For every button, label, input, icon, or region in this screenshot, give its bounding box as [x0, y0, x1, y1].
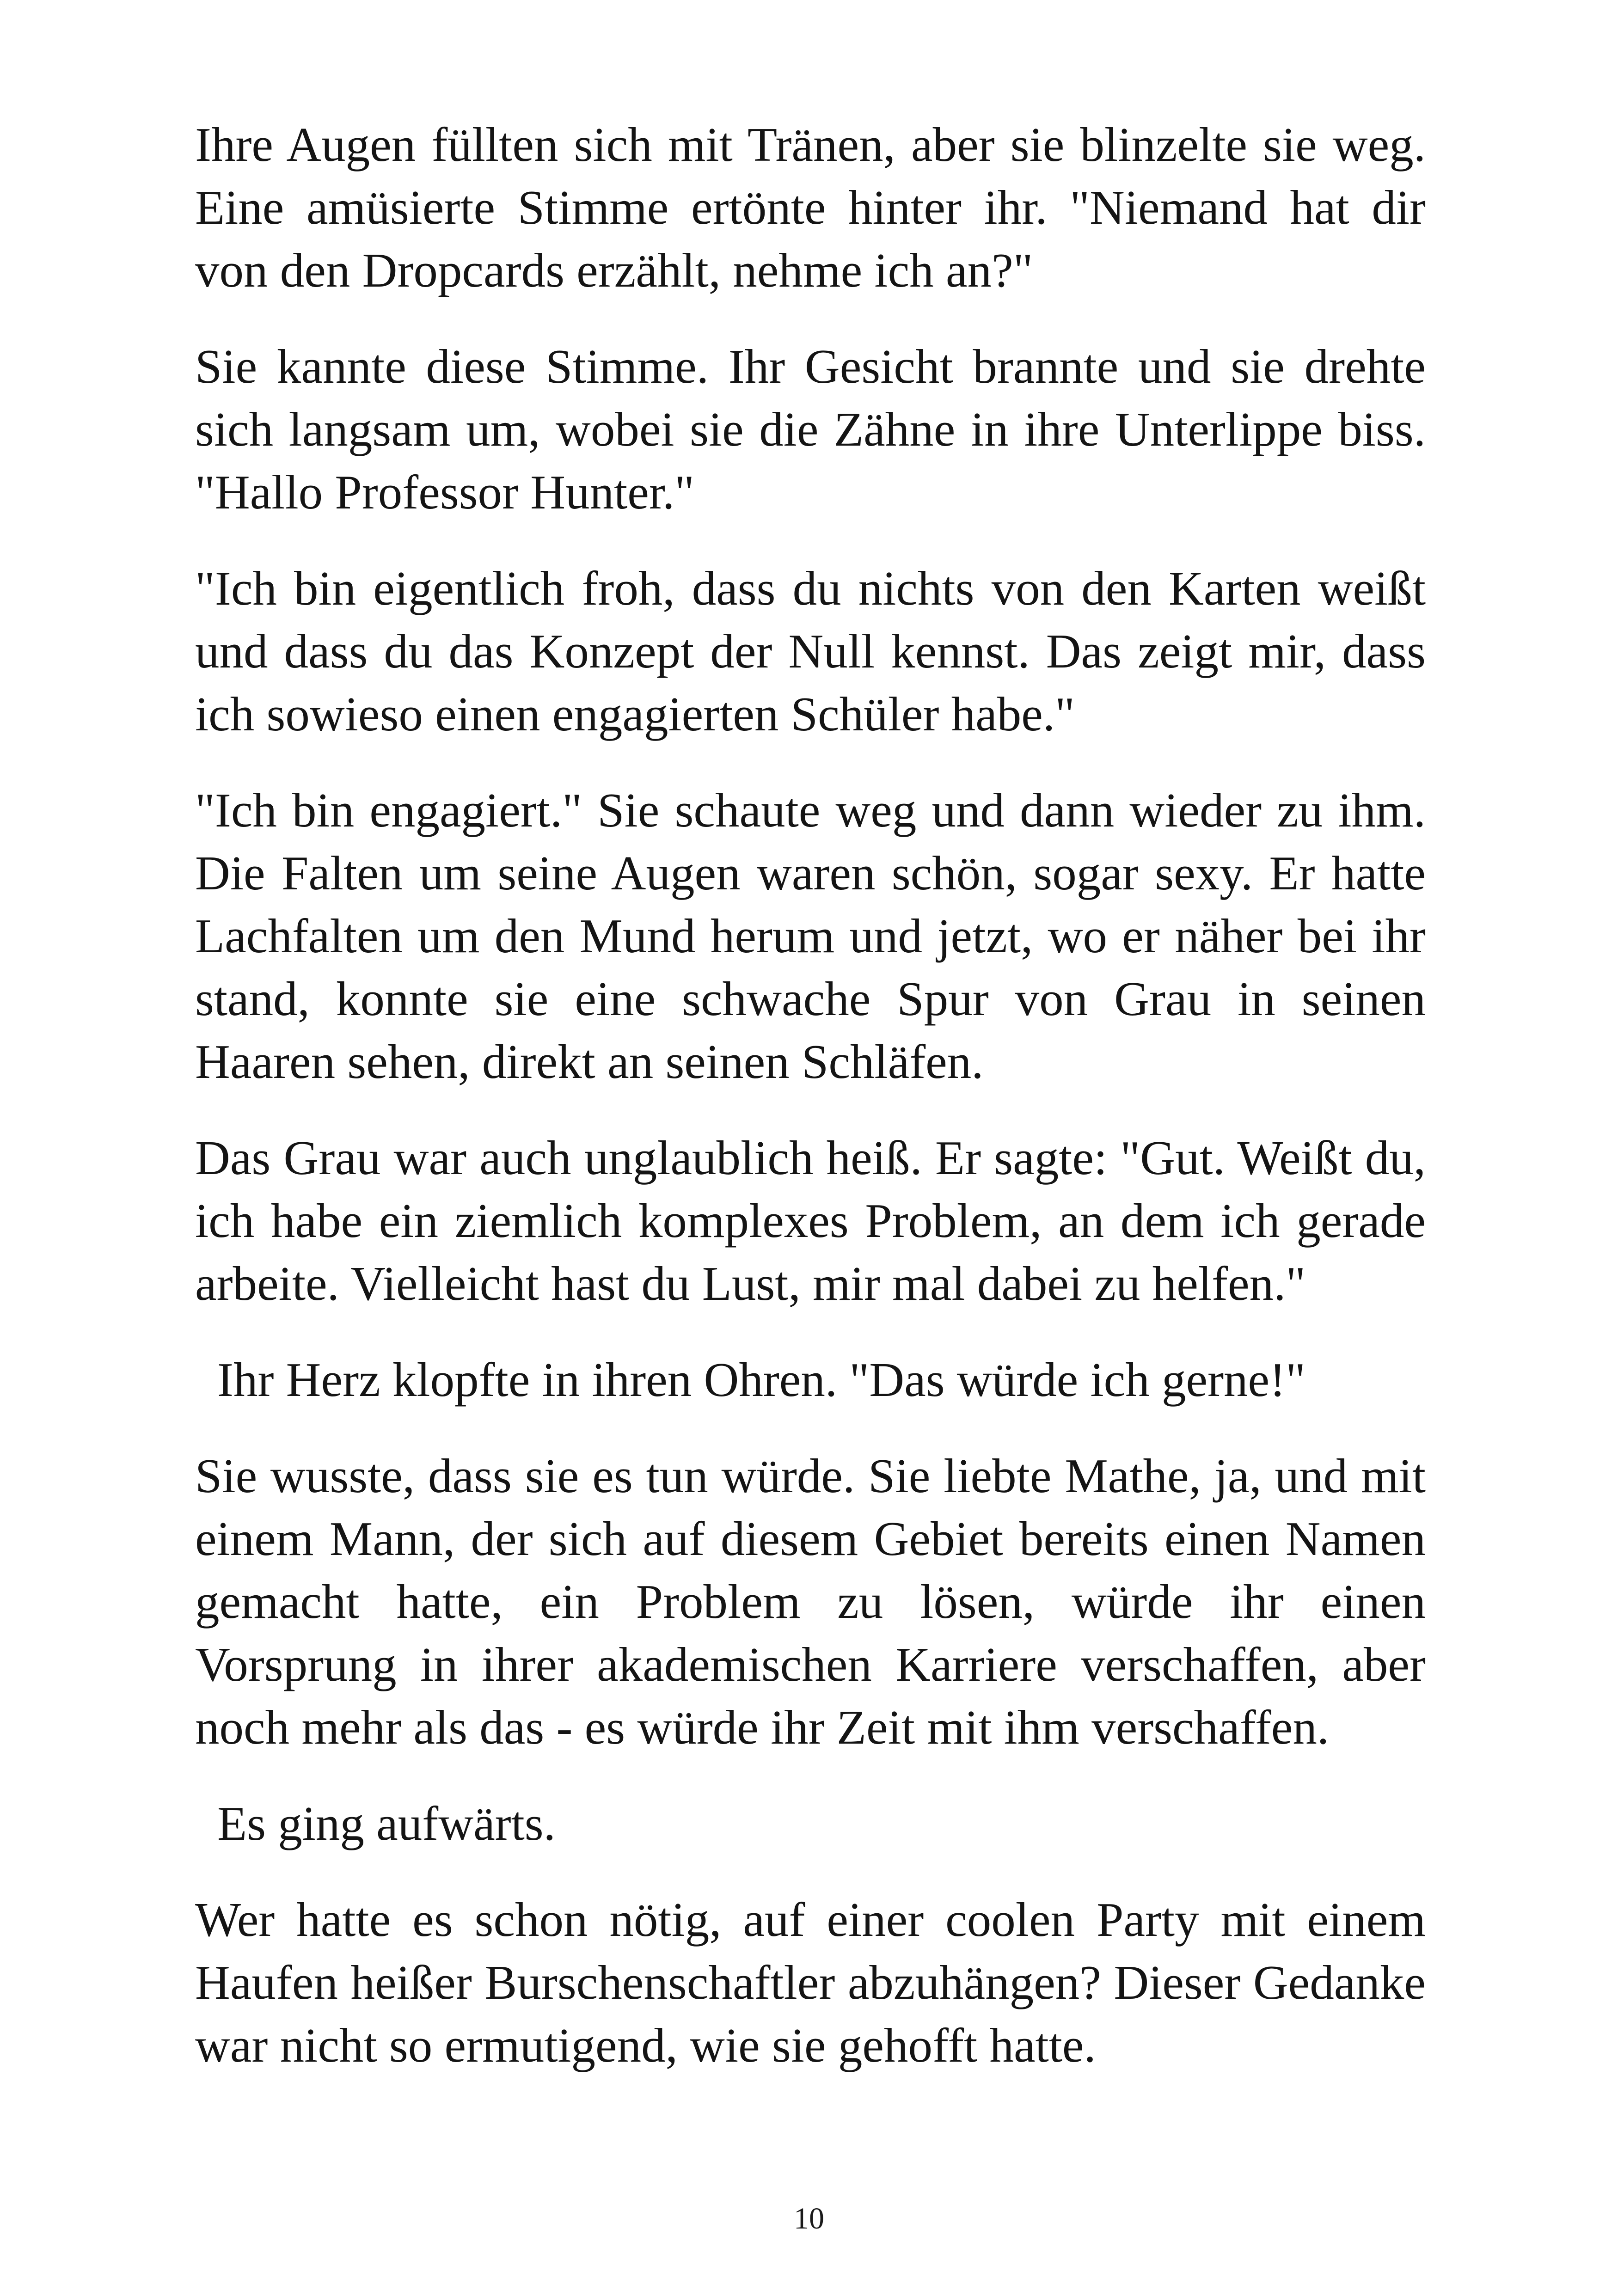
- paragraph-7: Sie wusste, dass sie es tun würde. Sie liebte Mathe, ja, und mit einem Mann, der sich auf diesem Gebiet bereits einen Namen gemacht hatte, ein Problem zu lösen, würde ihr einen Vorsprung in ihrer akademischen Karriere verschaffen, aber noch mehr als das - es würde ihr Zeit mit ihm verschaffen.: [195, 1449, 1426, 1754]
- page-number: 10: [794, 2202, 824, 2235]
- body-text: [195, 113, 1426, 2110]
- paragraph-4: "Ich bin engagiert." Sie schaute weg und dann wieder zu ihm. Die Falten um seine Augen waren schön, sogar sexy. Er hatte Lachfalten um den Mund herum und jetzt, wo er näher bei ihr stand, konnte sie eine schwache Spur von Grau in seinen Haaren sehen, direkt an seinen Schläfen.: [195, 783, 1426, 1089]
- paragraph-2: Sie kannte diese Stimme. Ihr Gesicht brannte und sie drehte sich langsam um, wobei sie die Zähne in ihre Unterlippe biss. "Hallo Professor Hunter.": [195, 339, 1426, 519]
- paragraph-9: Wer hatte es schon nötig, auf einer coolen Party mit einem Haufen heißer Burschenschaftler abzuhängen? Dieser Gedanke war nicht so ermutigend, wie sie gehofft hatte.: [195, 1892, 1426, 2072]
- paragraph-5: Das Grau war auch unglaublich heiß. Er sagte: "Gut. Weißt du, ich habe ein ziemlich komplexes Problem, an dem ich gerade arbeite. Vielleicht hast du Lust, mir mal dabei zu helfen.": [195, 1131, 1426, 1310]
- paragraph-1: Ihre Augen füllten sich mit Tränen, aber sie blinzelte sie weg. Eine amüsierte Stimme ertönte hinter ihr. "Niemand hat dir von den Dropcards erzählt, nehme ich an?": [195, 117, 1426, 297]
- paragraph-3: "Ich bin eigentlich froh, dass du nichts von den Karten weißt und dass du das Konzept der Null kennst. Das zeigt mir, dass ich sowieso einen engagierten Schüler habe.": [195, 561, 1426, 741]
- paragraph-6: Ihr Herz klopfte in ihren Ohren. "Das würde ich gerne!": [217, 1353, 1305, 1407]
- paragraph-8: Es ging aufwärts.: [217, 1796, 556, 1850]
